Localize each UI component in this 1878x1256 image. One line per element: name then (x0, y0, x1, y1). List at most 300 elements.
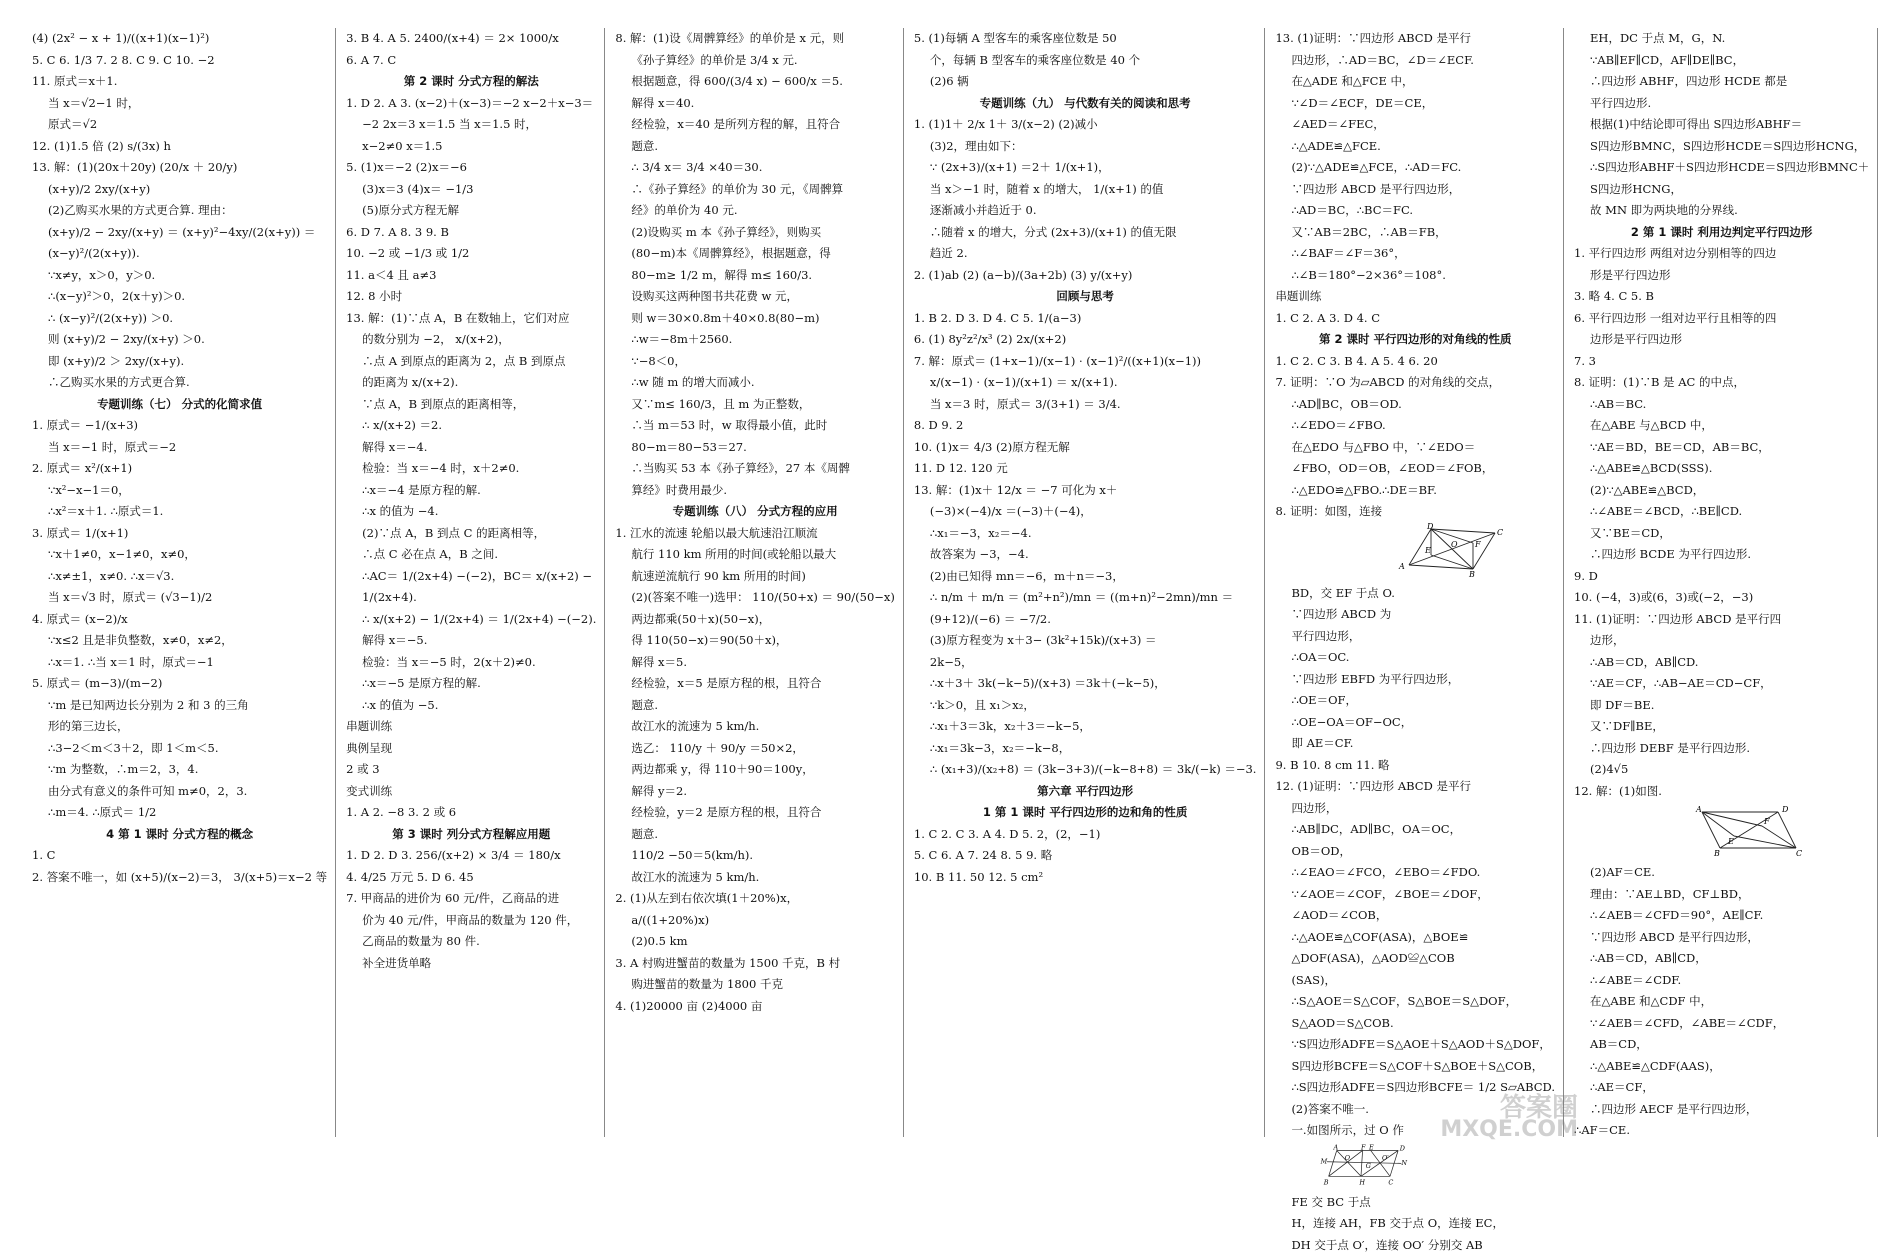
figure-point-label: C (1796, 849, 1802, 858)
answer-line: 13. 解：(1)x＋ 12/x ＝ −7 可化为 x＋ (914, 480, 1257, 502)
answer-line: ∴AF＝CE. (1574, 1120, 1869, 1142)
answer-line: 1. B 2. D 3. D 4. C 5. 1/(a−3) (914, 308, 1257, 330)
figure-point-label: O (1345, 1154, 1351, 1162)
answer-line: 80−m＝80−53＝27. (615, 437, 895, 459)
answer-line: ∴乙购买水果的方式更合算. (32, 372, 327, 394)
answer-line: (4) (2x² − x + 1)/((x+1)(x−1)²) (32, 28, 327, 50)
answer-line: 6. (1) 8y²z²/x³ (2) 2x/(x+2) (914, 329, 1257, 351)
answer-line: ∴AB∥DC，AD∥BC，OA＝OC， (1275, 819, 1555, 841)
answer-line: 平行四边形， (1275, 626, 1555, 648)
figure-point-label: E (1424, 546, 1431, 555)
answer-line: 当 x＝√3 时，原式＝ (√3−1)/2 (32, 587, 327, 609)
answer-line: 1. C 2. C 3. A 4. D 5. 2，(2，−1) (914, 824, 1257, 846)
answer-line: 又∵AB＝2BC，∴AB＝FB， (1275, 222, 1555, 244)
figure-point-label: A (1398, 562, 1405, 571)
answer-line: 的距离为 x/(x+2). (346, 372, 596, 394)
answer-line: ∴AC＝ 1/(2x+4) −(−2)，BC＝ x/(x+2) − (346, 566, 596, 588)
figure-point-label: E (1368, 1143, 1374, 1151)
answer-line: 平行四边形. (1574, 93, 1869, 115)
answer-line: 1. 原式＝ −1/(x+3) (32, 415, 327, 437)
answer-line: (2)∵点 A，B 到点 C 的距离相等， (346, 523, 596, 545)
answer-line: (3)2，理由如下： (914, 136, 1257, 158)
answer-line: 7. 证明：∵O 为▱ABCD 的对角线的交点， (1275, 372, 1555, 394)
answer-line: 11. D 12. 120 元 (914, 458, 1257, 480)
answer-line: ∴点 A 到原点的距离为 2，点 B 到原点 (346, 351, 596, 373)
answer-line: ∵四边形 ABCD 为 (1275, 604, 1555, 626)
figure-point-label: B (1468, 570, 1475, 579)
answer-line: ∴∠ABE＝∠CDF. (1574, 970, 1869, 992)
answer-line: ∴∠EAO＝∠FCO，∠EBO＝∠FDO. (1275, 862, 1555, 884)
answer-line: ∴《孙子算经》的单价为 30 元，《周髀算 (615, 179, 895, 201)
answer-line: 在△ABE 与△BCD 中， (1574, 415, 1869, 437)
answer-line: 的数分别为 −2， x/(x+2)， (346, 329, 596, 351)
answer-line: 串题训练 (346, 716, 596, 738)
answer-line: ∴S△AOE＝S△COF，S△BOE＝S△DOF， (1275, 991, 1555, 1013)
answer-line: 价为 40 元/件，甲商品的数量为 120 件， (346, 910, 596, 932)
answer-line: 故江水的流速为 5 km/h. (615, 867, 895, 889)
answer-line: (2)4√5 (1574, 759, 1869, 781)
answer-line: 则 w＝30×0.8m＋40×0.8(80−m) (615, 308, 895, 330)
answer-line: 3. 原式＝ 1/(x+1) (32, 523, 327, 545)
answer-line: ∵四边形 ABCD 是平行四边形， (1275, 179, 1555, 201)
answer-line: 边形是平行四边形 (1574, 329, 1869, 351)
section-heading: 回顾与思考 (914, 286, 1257, 308)
answer-line: ∴x＝−4 是原方程的解. (346, 480, 596, 502)
answer-line: (2)6 辆 (914, 71, 1257, 93)
answer-line: (2)由已知得 mn＝−6，m＋n＝−3， (914, 566, 1257, 588)
answer-line: 7. 解：原式＝ (1+x−1)/(x−1) · (x−1)²/((x+1)(x−1)) (914, 351, 1257, 373)
answer-line: ∴AB＝BC. (1574, 394, 1869, 416)
answer-line: (SAS)， (1275, 970, 1555, 992)
answer-line: 当 x＝3 时，原式＝ 3/(3+1) ＝ 3/4. (914, 394, 1257, 416)
answer-line: ∴x₁＝3k−3，x₂＝−k−8， (914, 738, 1257, 760)
answer-line: ∵∠AOE＝∠COF，∠BOE＝∠DOF， (1275, 884, 1555, 906)
answer-line: ∴四边形 DEBF 是平行四边形. (1574, 738, 1869, 760)
answer-line: 理由：∵AE⊥BD，CF⊥BD， (1574, 884, 1869, 906)
answer-line: ∵x≠y，x＞0，y＞0. (32, 265, 327, 287)
answer-line: 3. B 4. A 5. 2400/(x+4) ＝ 2× 1000/x (346, 28, 596, 50)
answer-line: 解得 x＝−4. (346, 437, 596, 459)
answer-line: a/((1+20%)x) (615, 910, 895, 932)
answer-line: 由分式有意义的条件可知 m≠0，2，3. (32, 781, 327, 803)
column-4 (904, 28, 1266, 1137)
answer-line: ∴S四边形ADFE＝S四边形BCFE＝ 1/2 S▱ABCD. (1275, 1077, 1555, 1099)
answer-line: 4. 4/25 万元 5. D 6. 45 (346, 867, 596, 889)
answer-line: x−2≠0 x＝1.5 (346, 136, 596, 158)
answer-line: 6. D 7. A 8. 3 9. B (346, 222, 596, 244)
answer-line: 题意. (615, 695, 895, 717)
answer-line: 航行 110 km 所用的时间(或轮船以最大 (615, 544, 895, 566)
figure-point-label: A (1333, 1143, 1339, 1151)
answer-line: ∴ (x−y)²/(2(x+y)) ＞0. (32, 308, 327, 330)
answer-line: ∴AB＝CD，AB∥CD， (1574, 948, 1869, 970)
figure-point-label: C (1389, 1178, 1394, 1186)
answer-line: ∵AE＝CF，∴AB−AE＝CD−CF， (1574, 673, 1869, 695)
section-heading: 第 2 课时 分式方程的解法 (346, 71, 596, 93)
answer-line: 1. C (32, 845, 327, 867)
answer-line: 解得 x＝40. (615, 93, 895, 115)
answer-line: 题意. (615, 824, 895, 846)
answer-line: OB＝OD， (1275, 841, 1555, 863)
answer-line: S四边形BMNC，S四边形HCDE＝S四边形HCNG， (1574, 136, 1869, 158)
answer-line: 2. 答案不唯一，如 (x+5)/(x−2)＝3， 3/(x+5)＝x−2 等 (32, 867, 327, 889)
answer-line: 7. 3 (1574, 351, 1869, 373)
answer-line: ∴△EDO≌△FBO.∴DE＝BF. (1275, 480, 1555, 502)
answer-line: (2)0.5 km (615, 931, 895, 953)
answer-line: 4. (1)20000 亩 (2)4000 亩 (615, 996, 895, 1018)
answer-line: 选乙： 110/y ＋ 90/y ＝50×2， (615, 738, 895, 760)
answer-line: ∵−8＜0， (615, 351, 895, 373)
answer-line: (2)乙购买水果的方式更合算. 理由： (32, 200, 327, 222)
figure-point-label: N (1401, 1159, 1408, 1167)
answer-line: 1. D 2. D 3. 256/(x+2) × 3/4 ＝ 180/x (346, 845, 596, 867)
answer-line: ∴△ABE≌△BCD(SSS). (1574, 458, 1869, 480)
answer-line: 12. 8 小时 (346, 286, 596, 308)
answer-line: −2 2x＝3 x＝1.5 当 x＝1.5 时， (346, 114, 596, 136)
answer-line: 乙商品的数量为 80 件. (346, 931, 596, 953)
answer-line: 13. 解：(1)(20x＋20y) (20/x ＋ 20/y) (32, 157, 327, 179)
answer-line: ∴x 的值为 −5. (346, 695, 596, 717)
answer-line: ∴∠ABE＝∠BCD，∴BE∥CD. (1574, 501, 1869, 523)
answer-line: 3. 略 4. C 5. B (1574, 286, 1869, 308)
section-heading: 专题训练（九） 与代数有关的阅读和思考 (914, 93, 1257, 115)
answer-line: 算经》时费用最少. (615, 480, 895, 502)
answer-line: 经检验，x＝5 是原方程的根，且符合 (615, 673, 895, 695)
answer-line: 补全进货单略 (346, 953, 596, 975)
answer-line: 11. (1)证明：∵四边形 ABCD 是平行四 (1574, 609, 1869, 631)
answer-line: 经》的单价为 40 元. (615, 200, 895, 222)
answer-line: 四边形，∴AD＝BC，∠D＝∠ECF. (1275, 50, 1555, 72)
answer-line: ∵点 A，B 到原点的距离相等， (346, 394, 596, 416)
answer-line: ∴3−2＜m＜3＋2，即 1＜m＜5. (32, 738, 327, 760)
answer-line: 8. 证明：(1)∵B 是 AC 的中点， (1574, 372, 1869, 394)
answer-line: BD，交 EF 于点 O. (1275, 583, 1555, 605)
watermark-text: 答案圈 (1440, 1097, 1578, 1119)
answer-line: 题意. (615, 136, 895, 158)
answer-line: 3. A 村购进蟹苗的数量为 1500 千克，B 村 (615, 953, 895, 975)
answer-line: 根据(1)中结论即可得出 S四边形ABHF＝ (1574, 114, 1869, 136)
answer-line: ∠AED＝∠FEC， (1275, 114, 1555, 136)
answer-line: 变式训练 (346, 781, 596, 803)
answer-line: ∴四边形 ABHF，四边形 HCDE 都是 (1574, 71, 1869, 93)
figure-point-label: B (1713, 849, 1720, 858)
answer-line: ∴AB＝CD，AB∥CD. (1574, 652, 1869, 674)
section-heading: 第 3 课时 列分式方程解应用题 (346, 824, 596, 846)
answer-line: 4. 原式＝ (x−2)/x (32, 609, 327, 631)
answer-line: 13. (1)证明：∵四边形 ABCD 是平行 (1275, 28, 1555, 50)
answer-line: 2. (1)从左到右依次填(1＋20%)x， (615, 888, 895, 910)
figure-point-label: G (1366, 1162, 1371, 1170)
answer-line: 购进蟹苗的数量为 1800 千克 (615, 974, 895, 996)
answer-line: 《孙子算经》的单价是 3/4 x 元. (615, 50, 895, 72)
answer-line: 即 AE＝CF. (1275, 733, 1555, 755)
answer-line: (2)答案不唯一. (1275, 1099, 1555, 1121)
answer-line: ∴△ABE≌△CDF(AAS)， (1574, 1056, 1869, 1078)
answer-line: ∵AE＝BD，BE＝CD，AB＝BC， (1574, 437, 1869, 459)
answer-line: H，连接 AH，FB 交于点 O，连接 EC， (1275, 1213, 1555, 1235)
answer-line: 1. C 2. A 3. D 4. C (1275, 308, 1555, 330)
answer-line: ∠AOD＝∠COB， (1275, 905, 1555, 927)
figure-point-label: D (1399, 1144, 1406, 1152)
answer-line: 又∵DF∥BE， (1574, 716, 1869, 738)
figure-point-label: M (1320, 1157, 1328, 1165)
answer-line: ∴(x−y)²＞0，2(x＋y)＞0. (32, 286, 327, 308)
answer-line: 当 x＞−1 时，随着 x 的增大， 1/(x+1) 的值 (914, 179, 1257, 201)
answer-line: 110/2 −50＝5(km/h). (615, 845, 895, 867)
answer-line: ∴x＝−5 是原方程的解. (346, 673, 596, 695)
answer-line: 1. C 2. C 3. B 4. A 5. 4 6. 20 (1275, 351, 1555, 373)
answer-line: 8. 证明：如图，连接 (1275, 501, 1555, 523)
answer-line: ∴AD＝BC，∴BC＝FC. (1275, 200, 1555, 222)
answer-line: 经检验，y＝2 是原方程的根，且符合 (615, 802, 895, 824)
answer-line: 串题训练 (1275, 286, 1555, 308)
section-heading: 2 第 1 课时 利用边判定平行四边形 (1574, 222, 1869, 244)
answer-line: (5)原分式方程无解 (346, 200, 596, 222)
answer-line: 检验：当 x＝−4 时，x＋2≠0. (346, 458, 596, 480)
answer-line: ∴∠BAF＝∠F＝36°， (1275, 243, 1555, 265)
answer-line: (−3)×(−4)/x ＝(−3)＋(−4)， (914, 501, 1257, 523)
answer-line: ∵∠D＝∠ECF，DE＝CE， (1275, 93, 1555, 115)
answer-line: (3)原方程变为 x＋3− (3k²+15k)/(x+3) ＝ (914, 630, 1257, 652)
answer-line: ∴OE＝OF， (1275, 690, 1555, 712)
answer-line: 趋近 2. (914, 243, 1257, 265)
answer-line: (x+y)/2 2xy/(x+y) (32, 179, 327, 201)
answer-line: ∴x＝1. ∴当 x＝1 时，原式＝−1 (32, 652, 327, 674)
answer-line: 13. 解：(1)∵点 A，B 在数轴上，它们对应 (346, 308, 596, 330)
answer-line: (9+12)/(−6) ＝ −7/2. (914, 609, 1257, 631)
answer-line: ∵S四边形ADFE＝S△AOE＋S△AOD＋S△DOF， (1275, 1034, 1555, 1056)
answer-line: 1. A 2. −8 3. 2 或 6 (346, 802, 596, 824)
answer-line: 10. (1)x＝ 4/3 (2)原方程无解 (914, 437, 1257, 459)
answer-line: ∴△AOE≌△COF(ASA)，△BOE≌ (1275, 927, 1555, 949)
answer-line: 5. C 6. A 7. 24 8. 5 9. 略 (914, 845, 1257, 867)
answer-line: 1. (1)1＋ 2/x 1＋ 3/(x−2) (2)减小 (914, 114, 1257, 136)
answer-line: 检验：当 x＝−5 时，2(x＋2)≠0. (346, 652, 596, 674)
watermark-logo (1440, 1097, 1578, 1141)
answer-line: 个，每辆 B 型客车的乘客座位数是 40 个 (914, 50, 1257, 72)
answer-line: ∴△ADE≌△FCE. (1275, 136, 1555, 158)
answer-line: ∴OE−OA＝OF−OC， (1275, 712, 1555, 734)
figure-point-label: D (1426, 522, 1434, 531)
answer-line: 5. (1)每辆 A 型客车的乘客座位数是 50 (914, 28, 1257, 50)
answer-line: 原式＝√2 (32, 114, 327, 136)
answer-line: 在△ABE 和△CDF 中， (1574, 991, 1869, 1013)
answer-line: 12. (1)1.5 倍 (2) s/(3x) h (32, 136, 327, 158)
answer-line: 11. 原式＝x＋1. (32, 71, 327, 93)
figure-point-label: D (1781, 805, 1789, 814)
answer-line: 即 DF＝BE. (1574, 695, 1869, 717)
figure-point-label: F (1360, 1143, 1366, 1151)
answer-line: ∴x＋3＋ 3k(−k−5)/(x+3) ＝3k＋(−k−5)， (914, 673, 1257, 695)
answer-line: x/(x−1) · (x−1)/(x+1) ＝ x/(x+1). (914, 372, 1257, 394)
answer-line: ∴ n/m ＋ m/n ＝ (m²+n²)/mn ＝ ((m+n)²−2mn)/mn ＝ (914, 587, 1257, 609)
answer-line: △DOF(ASA)，△AOD≌△COB (1275, 948, 1555, 970)
answer-line: ∴ x/(x+2) ＝2. (346, 415, 596, 437)
section-heading: 专题训练（七） 分式的化简求值 (32, 394, 327, 416)
answer-line: ∵x²−x−1＝0， (32, 480, 327, 502)
answer-line: ∵x≤2 且是非负整数，x≠0，x≠2， (32, 630, 327, 652)
answer-line: (3)x＝3 (4)x＝ −1/3 (346, 179, 596, 201)
answer-line: 80−m≥ 1/2 m，解得 m≤ 160/3. (615, 265, 895, 287)
answer-line: ∴w＝−8m＋2560. (615, 329, 895, 351)
figure-point-label: B (1323, 1178, 1329, 1186)
answer-line: 故答案为 −3，−4. (914, 544, 1257, 566)
answer-line: FE 交 BC 于点 (1275, 1192, 1555, 1214)
column-1 (22, 28, 336, 1137)
answer-line: ∴∠AEB＝∠CFD＝90°，AE∥CF. (1574, 905, 1869, 927)
answer-line: ∴点 C 必在点 A，B 之间. (346, 544, 596, 566)
answer-line: 解得 x＝−5. (346, 630, 596, 652)
answer-line: 解得 y＝2. (615, 781, 895, 803)
answer-line: ∴x₁＋3＝3k，x₂＋3＝−k−5， (914, 716, 1257, 738)
answer-line: ∴w 随 m 的增大而减小. (615, 372, 895, 394)
answer-line: S四边形BCFE＝S△COF＋S△BOE＋S△COB， (1275, 1056, 1555, 1078)
answer-line: 当 x＝√2−1 时， (32, 93, 327, 115)
section-heading: 专题训练（八） 分式方程的应用 (615, 501, 895, 523)
answer-line: ∴x₁＝−3，x₂＝−4. (914, 523, 1257, 545)
answer-line: ∴四边形 AECF 是平行四边形， (1574, 1099, 1869, 1121)
answer-line: (2)(答案不唯一)选甲： 110/(50+x) ＝ 90/(50−x) (615, 587, 895, 609)
answer-line: 10. (−4，3)或(6，3)或(−2，−3) (1574, 587, 1869, 609)
answer-line: 1. D 2. A 3. (x−2)＋(x−3)＝−2 x−2＋x−3＝ (346, 93, 596, 115)
answer-line: 5. C 6. 1/3 7. 2 8. C 9. C 10. −2 (32, 50, 327, 72)
answer-line: 在△EDO 与△FBO 中，∵∠EDO＝ (1275, 437, 1555, 459)
answer-line: 1. 平行四边形 两组对边分别相等的四边 (1574, 243, 1869, 265)
answer-line: 12. 解：(1)如图. (1574, 781, 1869, 803)
answer-line: ∴ (x₁+3)/(x₂+8) ＝ (3k−3+3)/(−k−8+8) ＝ 3k/(−k) ＝−3. (914, 759, 1257, 781)
answer-line: 两边都乘(50＋x)(50−x)， (615, 609, 895, 631)
answer-line: ∴OA＝OC. (1275, 647, 1555, 669)
section-heading: 1 第 1 课时 平行四边形的边和角的性质 (914, 802, 1257, 824)
answer-line: (80−m)本《周髀算经》，根据题意，得 (615, 243, 895, 265)
answer-line: 解得 x＝5. (615, 652, 895, 674)
answer-line: 当 x＝−1 时，原式＝−2 (32, 437, 327, 459)
figure-point-label: H (1359, 1178, 1366, 1186)
answer-line: ∴∠EDO＝∠FBO. (1275, 415, 1555, 437)
answer-line: 航速逆流航行 90 km 所用的时间) (615, 566, 895, 588)
column-3 (605, 28, 904, 1137)
answer-line: 得 110(50−x)＝90(50＋x)， (615, 630, 895, 652)
parallelogram-figure-8 (1395, 525, 1505, 577)
answer-line: ∵ (2x+3)/(x+1) ＝2＋ 1/(x+1)， (914, 157, 1257, 179)
column-5 (1265, 28, 1564, 1137)
answer-line: (2)∵△ABE≌△BCD， (1574, 480, 1869, 502)
answer-line: ∴AE＝CF， (1574, 1077, 1869, 1099)
answer-line: (2)AF＝CE. (1574, 862, 1869, 884)
answer-line: ∠FBO，OD＝OB，∠EOD＝∠FOB， (1275, 458, 1555, 480)
answer-line: ∴∠B＝180°−2×36°＝108°. (1275, 265, 1555, 287)
answer-line: ∴AD∥BC，OB＝OD. (1275, 394, 1555, 416)
answer-line: 则 (x+y)/2 − 2xy/(x+y) ＞0. (32, 329, 327, 351)
parallelogram-figure-12 (1694, 804, 1804, 856)
answer-line: 2k−5， (914, 652, 1257, 674)
figure-point-label: O′ (1382, 1154, 1389, 1162)
column-2 (336, 28, 605, 1137)
answer-line: 9. D (1574, 566, 1869, 588)
answer-line: ∴x≠±1，x≠0. ∴x＝√3. (32, 566, 327, 588)
answer-line: 根据题意，得 600/(3/4 x) − 600/x ＝5. (615, 71, 895, 93)
answer-line: S△AOD＝S△COB. (1275, 1013, 1555, 1035)
section-heading: 第 2 课时 平行四边形的对角线的性质 (1275, 329, 1555, 351)
figure-point-label: E (1727, 837, 1734, 846)
parallelogram-figure-12b (1315, 1144, 1415, 1186)
answer-line: 典例呈现 (346, 738, 596, 760)
answer-line: 2. (1)ab (2) (a−b)/(3a+2b) (3) y/(x+y) (914, 265, 1257, 287)
answer-line: (x−y)²/(2(x+y)). (32, 243, 327, 265)
answer-line: ∵x＋1≠0，x−1≠0，x≠0， (32, 544, 327, 566)
answer-line: EH，DC 于点 M，G，N. (1574, 28, 1869, 50)
section-heading: 第六章 平行四边形 (914, 781, 1257, 803)
answer-line: 5. 原式＝ (m−3)/(m−2) (32, 673, 327, 695)
watermark-url: MXQE.COM (1440, 1119, 1578, 1141)
answer-line: 故 MN 即为两块地的分界线. (1574, 200, 1869, 222)
answer-line: ∴ x/(x+2) − 1/(2x+4) ＝ 1/(2x+4) −(−2). (346, 609, 596, 631)
answer-line: 形的第三边长， (32, 716, 327, 738)
answer-line: 又∵BE＝CD， (1574, 523, 1869, 545)
answer-line: 11. a＜4 且 a≠3 (346, 265, 596, 287)
answer-line: 8. 解：(1)设《周髀算经》的单价是 x 元，则 (615, 28, 895, 50)
answer-line: ∵∠AEB＝∠CFD，∠ABE＝∠CDF， (1574, 1013, 1869, 1035)
answer-line: 2. 原式＝ x²/(x+1) (32, 458, 327, 480)
answer-line: 12. (1)证明：∵四边形 ABCD 是平行 (1275, 776, 1555, 798)
answer-line: 1. 江水的流速 轮船以最大航速沿江顺流 (615, 523, 895, 545)
answer-line: (x+y)/2 − 2xy/(x+y) ＝ (x+y)²−4xy/(2(x+y)) ＝ (32, 222, 327, 244)
answer-line: ∴随着 x 的增大，分式 (2x+3)/(x+1) 的值无限 (914, 222, 1257, 244)
answer-line: 经检验，x＝40 是所列方程的解，且符合 (615, 114, 895, 136)
answer-line: 8. D 9. 2 (914, 415, 1257, 437)
figure-point-label: F (1474, 540, 1481, 549)
answer-line: 四边形， (1275, 798, 1555, 820)
answer-line: (2)设购买 m 本《孙子算经》，则购买 (615, 222, 895, 244)
figure-point-label: O (1451, 540, 1458, 549)
answer-line: 1/(2x+4). (346, 587, 596, 609)
answer-line: 9. B 10. 8 cm 11. 略 (1275, 755, 1555, 777)
answer-line: 5. (1)x＝−2 (2)x＝−6 (346, 157, 596, 179)
answer-line: ∵AB∥EF∥CD，AF∥DE∥BC， (1574, 50, 1869, 72)
answer-line: S四边形HCNG， (1574, 179, 1869, 201)
answer-line: 故江水的流速为 5 km/h. (615, 716, 895, 738)
answer-line: 逐渐减小并趋近于 0. (914, 200, 1257, 222)
answer-line: ∵m 是已知两边长分别为 2 和 3 的三角 (32, 695, 327, 717)
column-6 (1564, 28, 1878, 1137)
answer-line: ∵m 为整数，∴m＝2，3，4. (32, 759, 327, 781)
answer-line: ∵k＞0，且 x₁＞x₂， (914, 695, 1257, 717)
answer-line: 10. −2 或 −1/3 或 1/2 (346, 243, 596, 265)
answer-line: 在△ADE 和△FCE 中， (1275, 71, 1555, 93)
answer-line: AB＝CD， (1574, 1034, 1869, 1056)
answer-line: ∴S四边形ABHF＋S四边形HCDE＝S四边形BMNC＋ (1574, 157, 1869, 179)
answer-line: ∵四边形 ABCD 是平行四边形， (1574, 927, 1869, 949)
figure-point-label: C (1497, 528, 1503, 537)
answer-line: 6. 平行四边形 一组对边平行且相等的四 (1574, 308, 1869, 330)
answer-line: 一.如图所示，过 O 作 (1275, 1120, 1555, 1142)
answer-line: 两边都乘 y，得 110＋90＝100y， (615, 759, 895, 781)
answer-line: ∴ 3/4 x＝ 3/4 ×40＝30. (615, 157, 895, 179)
answer-line: 边形， (1574, 630, 1869, 652)
answer-line: ∴x 的值为 −4. (346, 501, 596, 523)
answer-line: 形是平行四边形 (1574, 265, 1869, 287)
answer-line: ∵四边形 EBFD 为平行四边形， (1275, 669, 1555, 691)
answer-line: 即 (x+y)/2 ＞ 2xy/(x+y). (32, 351, 327, 373)
answer-line: 又∵m≤ 160/3，且 m 为正整数， (615, 394, 895, 416)
answer-line: 7. 甲商品的进价为 60 元/件，乙商品的进 (346, 888, 596, 910)
answer-line: ∴当 m＝53 时，w 取得最小值，此时 (615, 415, 895, 437)
answer-line: ∴当购买 53 本《孙子算经》，27 本《周髀 (615, 458, 895, 480)
answer-line: DH 交于点 O′，连接 OO′ 分别交 AB (1275, 1235, 1555, 1256)
section-heading: 4 第 1 课时 分式方程的概念 (32, 824, 327, 846)
answer-line: (2)∵△ADE≌△FCE，∴AD＝FC. (1275, 157, 1555, 179)
answer-line: 10. B 11. 50 12. 5 cm² (914, 867, 1257, 889)
